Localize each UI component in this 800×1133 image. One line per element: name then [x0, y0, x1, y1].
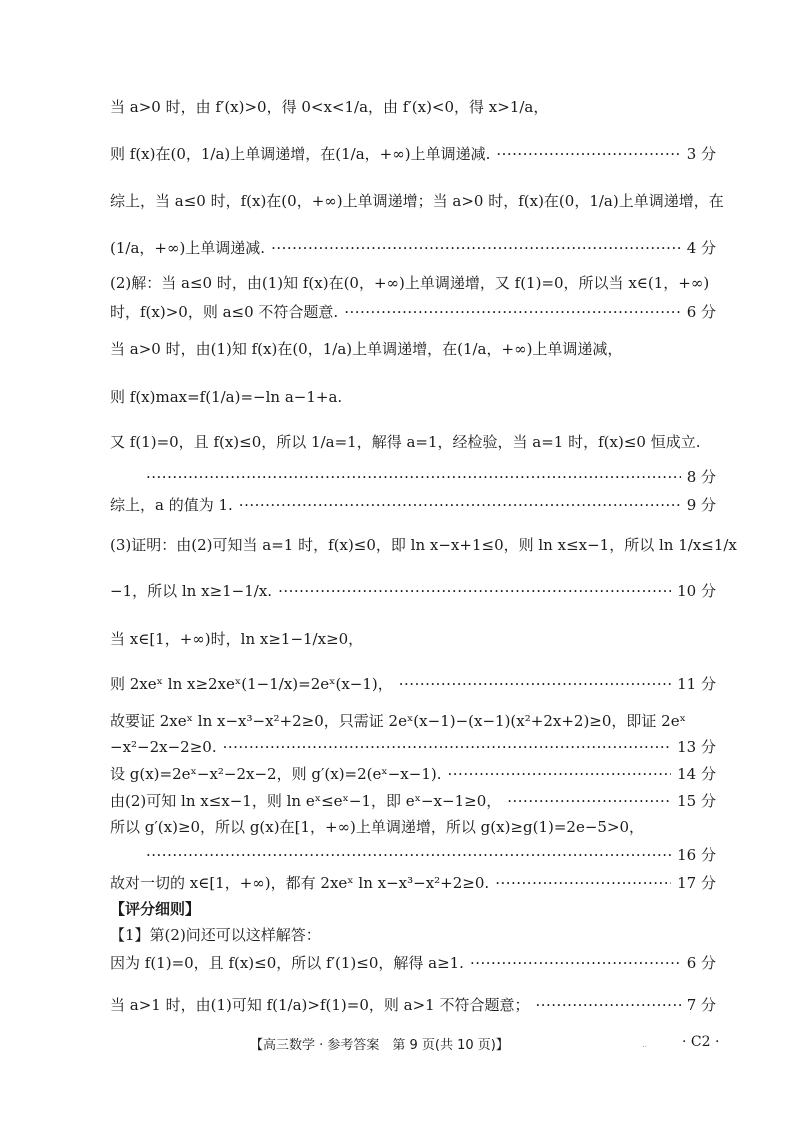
answer-line: [110, 736, 716, 757]
answer-line: [110, 580, 716, 601]
score-label: 3 分: [686, 145, 716, 163]
page-footer: 【高三数学 · 参考答案 第 9 页(共 10 页)】: [250, 1038, 509, 1053]
score-label: 8 分: [686, 468, 716, 486]
leader-dots: [495, 874, 671, 892]
score-label: 15 分: [677, 792, 716, 810]
answer-line: [110, 952, 716, 973]
line-text: 当 a>1 时，由(1)可知 f(1/a)>f(1)=0，则 a>1 不符合题意；: [110, 996, 530, 1014]
line-text: 故要证 2xeˣ ln x−x³−x²+2≥0，只需证 2eˣ(x−1)−(x−1)(x²+2x+2)≥0，即证 2eˣ: [110, 712, 686, 730]
score-label: 7 分: [686, 996, 716, 1014]
score-label: 10 分: [677, 582, 716, 600]
leader-dots: [448, 765, 672, 783]
line-text: 【1】第(2)问还可以这样解答：: [110, 926, 321, 944]
leader-dots: [271, 239, 681, 257]
score-label: 13 分: [677, 738, 716, 756]
leader-dots: [146, 468, 681, 486]
answer-line: [110, 710, 716, 731]
answer-line: [110, 763, 716, 784]
score-label: 17 分: [677, 874, 716, 892]
leader-dots: [496, 145, 680, 163]
leader-dots: [399, 675, 671, 693]
answer-line: [110, 816, 716, 837]
line-text: (1/a，+∞)上单调递减.: [110, 239, 266, 257]
line-text: 设 g(x)=2eˣ−x²−2x−2，则 g′(x)=2(eˣ−x−1).: [110, 765, 442, 783]
score-label: 6 分: [686, 303, 716, 321]
score-label: 14 分: [677, 765, 716, 783]
leader-dots: [223, 738, 672, 756]
line-text: (3)证明：由(2)可知当 a=1 时，f(x)≤0，即 ln x−x+1≤0，则 ln x≤x−1，所以 ln 1/x≤1/x: [110, 536, 737, 554]
line-text: 因为 f(1)=0，且 f(x)≤0，所以 f′(1)≤0，解得 a≥1.: [110, 954, 464, 972]
line-text: 时，f(x)>0，则 a≤0 不符合题意.: [110, 303, 339, 321]
score-label: 9 分: [686, 496, 716, 514]
answer-line: [110, 494, 716, 515]
line-text: 当 a>0 时，由(1)知 f(x)在(0，1/a)上单调递增，在(1/a，+∞)上单调递减，: [110, 340, 623, 358]
grading-rules-heading: [110, 898, 716, 919]
scan-mark: ..: [642, 1040, 648, 1049]
answer-line: [110, 301, 716, 322]
leader-dots: [146, 846, 671, 864]
leader-dots: [535, 996, 680, 1014]
score-label: 11 分: [677, 675, 716, 693]
score-label: 6 分: [686, 954, 716, 972]
answer-line: [110, 96, 716, 117]
answer-line: [110, 628, 716, 649]
answer-line: [110, 872, 716, 893]
line-text: 当 a>0 时，由 f′(x)>0，得 0<x<1/a，由 f′(x)<0，得 x>1/a，: [110, 98, 549, 116]
answer-line: [110, 790, 716, 811]
line-text: 综上，当 a≤0 时，f(x)在(0，+∞)上单调递增；当 a>0 时，f(x)在(0，1/a)上单调递增，在: [110, 192, 724, 210]
answer-line: [110, 673, 716, 694]
answer-line: [110, 534, 737, 555]
answer-line: [110, 190, 724, 211]
line-text: −1，所以 ln x≥1−1/x.: [110, 582, 273, 600]
line-text: 故对一切的 x∈[1，+∞)，都有 2xeˣ ln x−x³−x²+2≥0.: [110, 874, 490, 892]
line-text: 【评分细则】: [110, 900, 201, 918]
leader-dots: [344, 303, 681, 321]
leader-dots: [507, 792, 671, 810]
line-text: 由(2)可知 ln x≤x−1，则 ln eˣ≤eˣ−1，即 eˣ−x−1≥0，: [110, 792, 502, 810]
answer-line: [110, 237, 716, 258]
leader-dots: [278, 582, 671, 600]
line-text: 所以 g′(x)≥0，所以 g(x)在[1，+∞)上单调递增，所以 g(x)≥g(1)=2e−5>0，: [110, 818, 645, 836]
page-code: · C2 ·: [682, 1034, 720, 1050]
line-text: 则 f(x)max=f(1/a)=−ln a−1+a.: [110, 388, 343, 406]
answer-line: [110, 844, 716, 865]
answer-line: [110, 386, 716, 407]
answer-line: [110, 338, 716, 359]
line-text: 综上，a 的值为 1.: [110, 496, 233, 514]
answer-line: [110, 272, 716, 293]
score-label: 4 分: [686, 239, 716, 257]
line-text: 当 x∈[1，+∞)时，ln x≥1−1/x≥0，: [110, 630, 364, 648]
answer-line: [110, 143, 716, 164]
line-text: 则 f(x)在(0，1/a)上单调递增，在(1/a，+∞)上单调递减.: [110, 145, 491, 163]
line-text: 则 2xeˣ ln x≥2xeˣ(1−1/x)=2eˣ(x−1)，: [110, 675, 393, 693]
leader-dots: [239, 496, 681, 514]
answer-line: [110, 466, 716, 487]
line-text: −x²−2x−2≥0.: [110, 738, 217, 756]
answer-line: [110, 994, 716, 1015]
leader-dots: [470, 954, 681, 972]
line-text: (2)解：当 a≤0 时，由(1)知 f(x)在(0，+∞)上单调递增，又 f(1)=0，所以当 x∈(1，+∞): [110, 274, 710, 292]
line-text: 又 f(1)=0，且 f(x)≤0，所以 1/a=1，解得 a=1，经检验，当 a=1 时，f(x)≤0 恒成立.: [110, 433, 701, 451]
answer-line: [110, 924, 716, 945]
score-label: 16 分: [677, 846, 716, 864]
answer-line: [110, 431, 716, 452]
